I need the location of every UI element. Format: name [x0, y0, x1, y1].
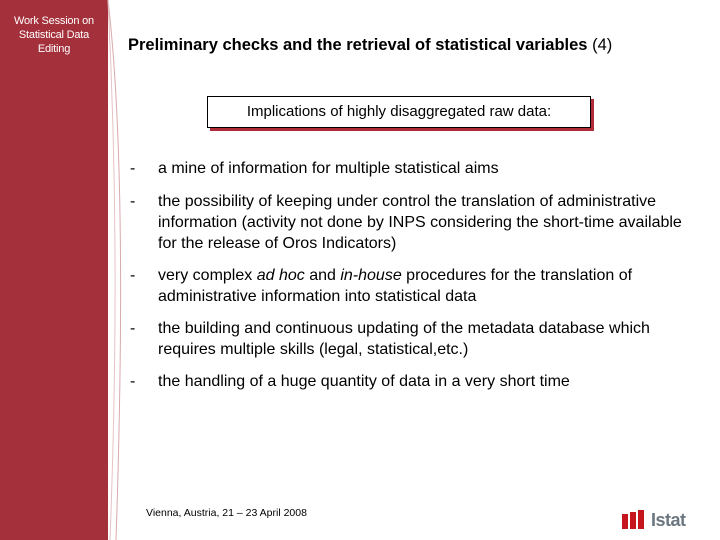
bullet-emphasis: ad hoc [256, 267, 305, 284]
bullet-dash: - [130, 160, 136, 177]
subtitle-text: Implications of highly disaggregated raw data: [246, 103, 552, 120]
logo-text: Istat [651, 509, 686, 530]
bullet-text: a mine of information for multiple statistical aims [158, 160, 499, 177]
bullet-item [128, 318, 688, 360]
bullet-item [128, 371, 688, 392]
sidebar-title-line: Statistical Data [18, 29, 90, 41]
footer-date: Vienna, Austria, 21 – 23 April 2008 [146, 507, 307, 519]
sidebar-title [0, 14, 108, 56]
istat-logo [621, 510, 686, 530]
bullet-text [158, 267, 632, 305]
bullet-item [128, 191, 688, 254]
bullet-text: the building and continuous updating of the metadata database which requires multiple skills (legal, statistical,etc.) [158, 320, 650, 358]
bullet-emphasis: in-house [340, 267, 402, 284]
bullet-text-part: and [304, 267, 341, 284]
sidebar-title-line: Work Session on [14, 15, 94, 27]
slide-title-number: (4) [592, 36, 613, 54]
bullet-item [128, 158, 688, 179]
bullet-list [128, 158, 688, 392]
istat-bars-icon [621, 510, 647, 530]
bullet-dash: - [130, 267, 136, 284]
sidebar-curve-decoration [0, 0, 128, 540]
bullet-text: the handling of a huge quantity of data in a very short time [158, 373, 570, 390]
bullet-dash: - [130, 320, 136, 337]
bullet-text-part: very complex [158, 267, 257, 284]
sidebar-title-line: Editing [37, 43, 71, 55]
bullet-dash: - [130, 193, 136, 210]
subtitle-box [207, 96, 591, 128]
slide-title [128, 36, 718, 55]
bullet-text-part: procedures for the translation of administrative information into statistical data [158, 267, 633, 305]
bullet-item [128, 265, 688, 307]
bullet-dash: - [130, 373, 136, 390]
slide-title-text: Preliminary checks and the retrieval of statistical variables [128, 36, 588, 54]
bullet-text: the possibility of keeping under control the translation of administrative information (activity not done by INPS considering the short-time available for the release of Oros Indicators) [158, 193, 682, 252]
